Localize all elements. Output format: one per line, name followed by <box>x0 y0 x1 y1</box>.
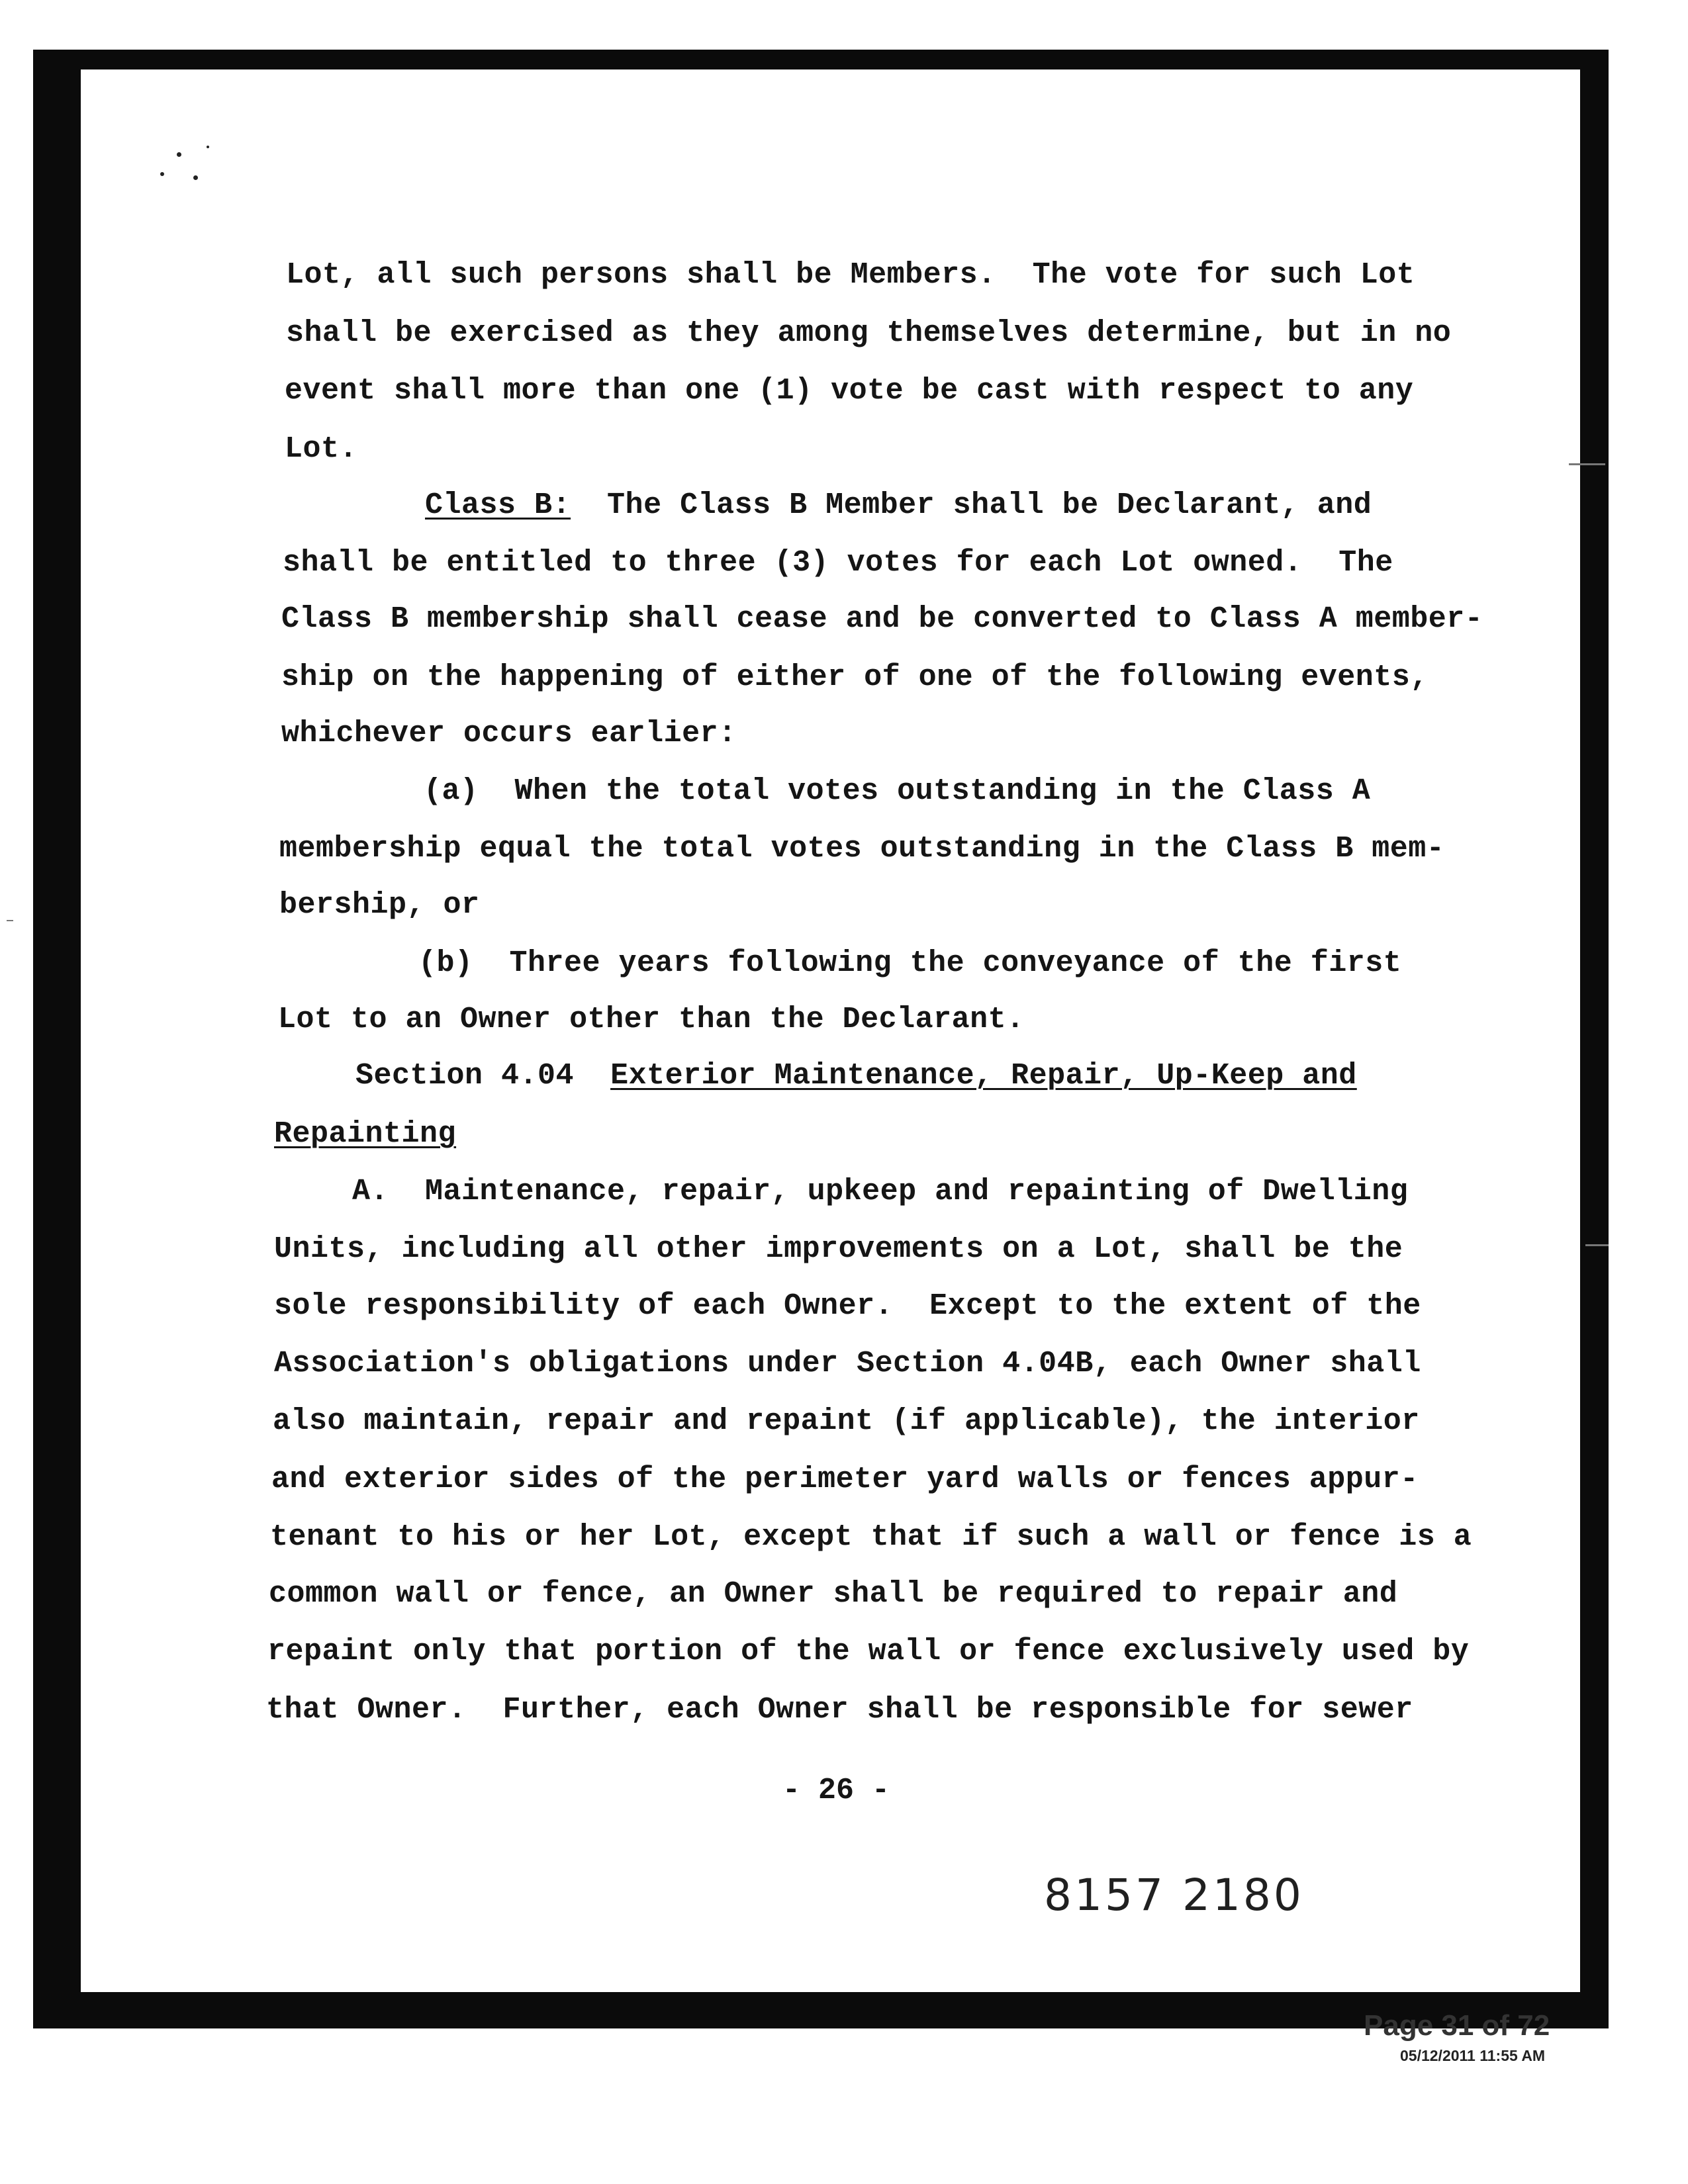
page-number: - 26 - <box>782 1774 890 1807</box>
scan-speck <box>160 172 164 176</box>
scan-mark <box>1569 463 1605 465</box>
text-line: Lot. <box>285 432 358 466</box>
text-line: ship on the happening of either of one of the following events, <box>281 660 1429 694</box>
scanned-page-frame <box>33 50 1609 2028</box>
book-page-number: 8157 2180 <box>1044 1870 1304 1921</box>
section-heading <box>355 1059 1357 1093</box>
page-count: Page 31 of 72 <box>1364 2009 1550 2042</box>
scan-mark <box>1585 1244 1609 1246</box>
text-line: and exterior sides of the perimeter yard walls or fences appur- <box>271 1463 1419 1496</box>
text-line: common wall or fence, an Owner shall be required to repair and <box>269 1577 1398 1611</box>
text-line: shall be exercised as they among themselves determine, but in no <box>286 316 1452 350</box>
scan-speck <box>177 152 181 157</box>
section-title-continued: Repainting <box>274 1117 457 1151</box>
print-timestamp: 05/12/2011 11:55 AM <box>1400 2047 1546 2064</box>
text-line: tenant to his or her Lot, except that if such a wall or fence is a <box>270 1520 1472 1554</box>
class-b-label: Class B: <box>425 488 571 522</box>
scan-speck <box>193 175 198 180</box>
text-line: Association's obligations under Section 4.04B, each Owner shall <box>274 1347 1421 1381</box>
text-line: that Owner. Further, each Owner shall be responsible for sewer <box>266 1693 1413 1727</box>
text-line: Lot, all such persons shall be Members. The vote for such Lot <box>286 258 1415 292</box>
text-line: also maintain, repair and repaint (if applicable), the interior <box>273 1404 1420 1438</box>
item-a-line: (a) When the total votes outstanding in the Class A <box>424 774 1371 808</box>
text-line: repaint only that portion of the wall or fence exclusively used by <box>267 1635 1470 1668</box>
section-title: Exterior Maintenance, Repair, Up-Keep and <box>610 1059 1357 1093</box>
document-page <box>81 69 1580 1992</box>
text-line: shall be entitled to three (3) votes for each Lot owned. The <box>283 546 1393 580</box>
item-b-line: (b) Three years following the conveyance of the first <box>418 946 1402 980</box>
text-line: whichever occurs earlier: <box>281 717 737 751</box>
paragraph-a-line: A. Maintenance, repair, upkeep and repainting of Dwelling <box>352 1175 1409 1208</box>
text-line: Class B membership shall cease and be converted to Class A member- <box>281 602 1483 636</box>
text-line: sole responsibility of each Owner. Except to the extent of the <box>274 1289 1421 1323</box>
scan-speck <box>207 146 209 148</box>
class-b-first-line <box>425 488 1372 522</box>
text-line: Units, including all other improvements on a Lot, shall be the <box>274 1232 1403 1266</box>
section-number: Section 4.04 <box>355 1059 611 1093</box>
scan-mark <box>7 920 13 921</box>
text-line: event shall more than one (1) vote be cast with respect to any <box>285 374 1414 408</box>
text-line: Lot to an Owner other than the Declarant. <box>278 1003 1025 1036</box>
class-b-text: The Class B Member shall be Declarant, and <box>571 488 1372 522</box>
text-line: bership, or <box>279 888 480 922</box>
text-line: membership equal the total votes outstanding in the Class B mem- <box>279 832 1445 866</box>
